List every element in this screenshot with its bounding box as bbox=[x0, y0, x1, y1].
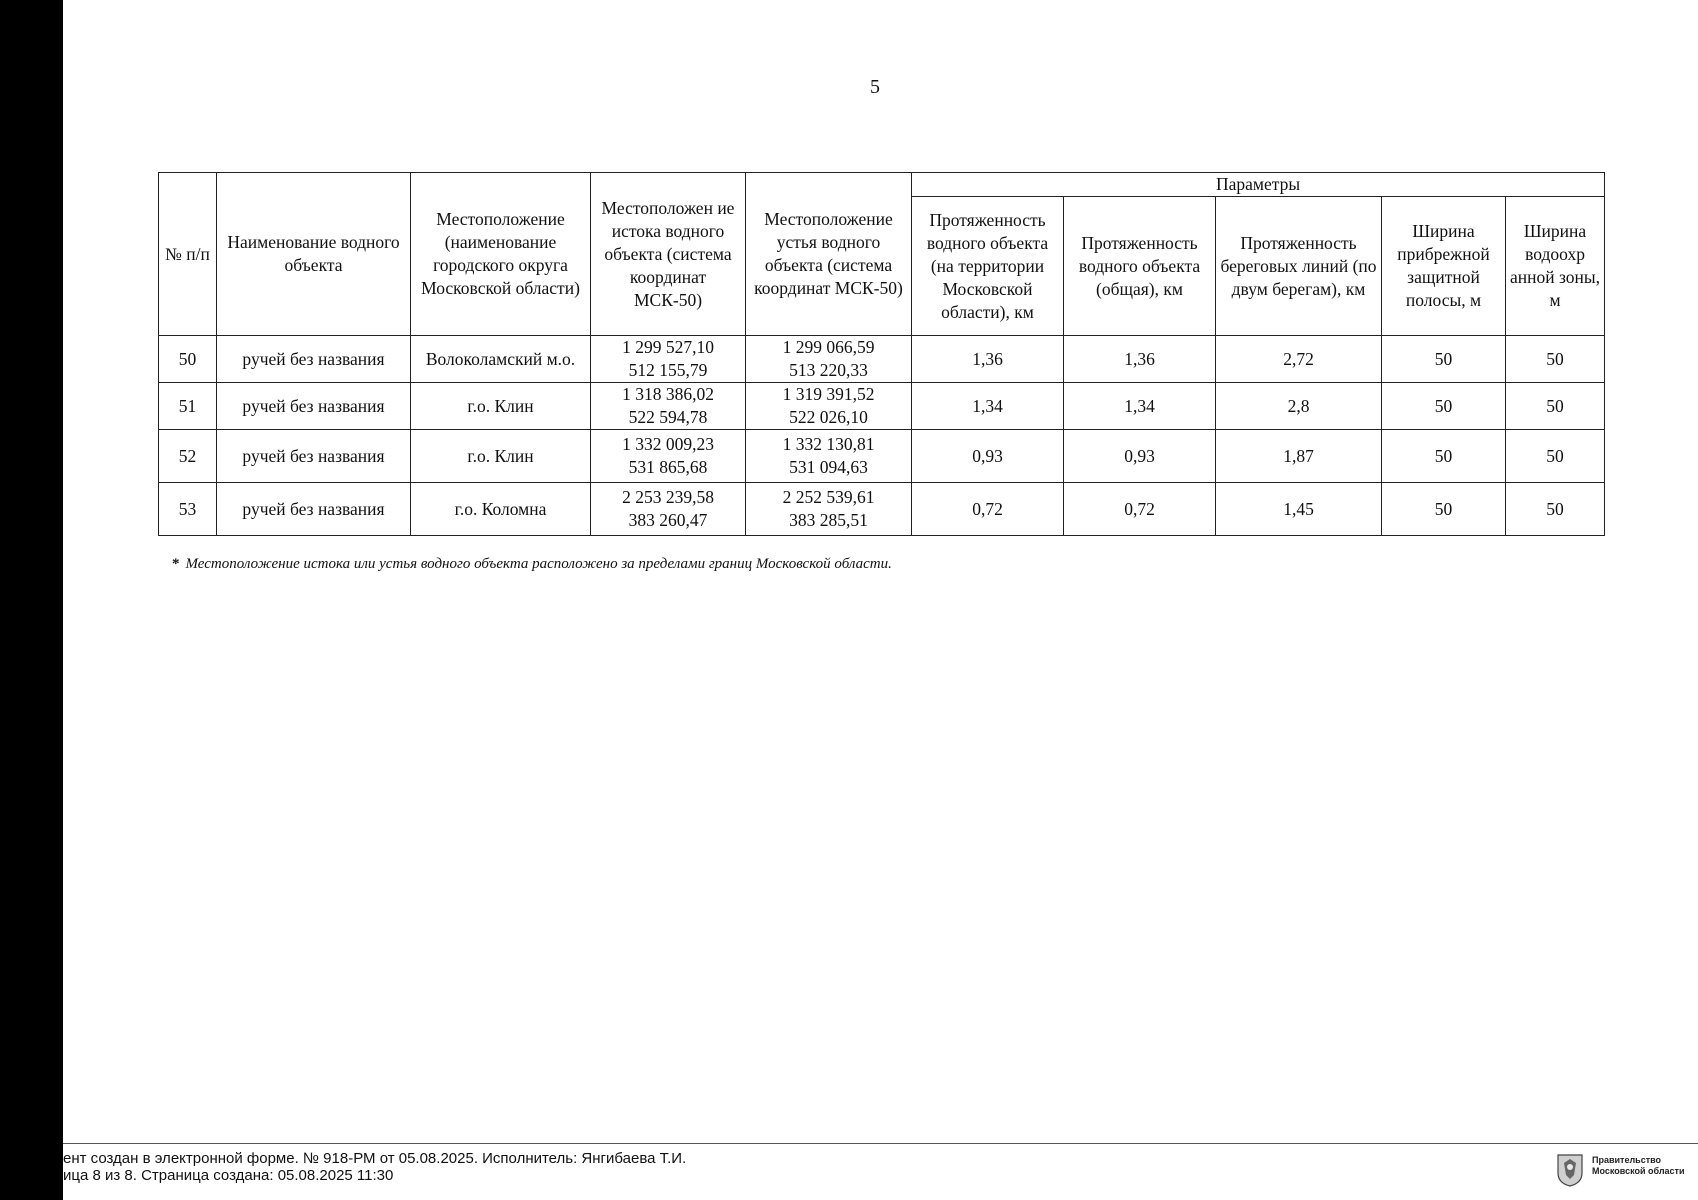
cell-location: г.о. Клин bbox=[411, 383, 591, 430]
cell-len-region: 0,72 bbox=[912, 483, 1064, 536]
cell-coastal-width: 50 bbox=[1382, 483, 1506, 536]
mouth-coord-y: 513 220,33 bbox=[789, 360, 868, 380]
header-coastal-width: Ширина прибрежной защитной полосы, м bbox=[1382, 197, 1506, 336]
cell-mouth bbox=[746, 430, 912, 483]
cell-len-banks: 1,87 bbox=[1216, 430, 1382, 483]
footer-divider bbox=[63, 1143, 1698, 1144]
cell-location: г.о. Клин bbox=[411, 430, 591, 483]
cell-name: ручей без названия bbox=[217, 483, 411, 536]
footnote bbox=[172, 556, 892, 573]
gov-org-line-2: Московской области bbox=[1592, 1166, 1685, 1176]
cell-water-zone-width: 50 bbox=[1506, 336, 1605, 383]
mouth-coord-x: 1 299 066,59 bbox=[782, 337, 875, 357]
header-mouth: Местоположение устья водного объекта (система координат МСК-50) bbox=[746, 173, 912, 336]
header-water-zone-width: Ширина водоохр анной зоны, м bbox=[1506, 197, 1605, 336]
table-row bbox=[159, 430, 1605, 483]
header-num: № п/п bbox=[159, 173, 217, 336]
header-len-region: Протяженность водного объекта (на территории Московской области), км bbox=[912, 197, 1064, 336]
source-coord-y: 383 260,47 bbox=[628, 510, 708, 530]
cell-name: ручей без названия bbox=[217, 430, 411, 483]
cell-mouth bbox=[746, 383, 912, 430]
mouth-coord-x: 1 319 391,52 bbox=[782, 384, 875, 404]
footer-line-1: ент создан в электронной форме. № 918-РМ от 05.08.2025. Исполнитель: Янгибаева Т.И. bbox=[63, 1150, 687, 1167]
source-coord-y: 531 865,68 bbox=[628, 457, 708, 477]
scan-edge-bar bbox=[0, 0, 63, 1200]
cell-location: Волоколамский м.о. bbox=[411, 336, 591, 383]
cell-len-region: 0,93 bbox=[912, 430, 1064, 483]
document-footer bbox=[63, 1150, 686, 1184]
header-params: Параметры bbox=[912, 173, 1605, 197]
cell-len-region: 1,34 bbox=[912, 383, 1064, 430]
header-source: Местоположен ие истока водного объекта (система координат МСК-50) bbox=[591, 173, 746, 336]
cell-source bbox=[591, 430, 746, 483]
mouth-coord-x: 1 332 130,81 bbox=[782, 434, 875, 454]
cell-water-zone-width: 50 bbox=[1506, 430, 1605, 483]
cell-num: 53 bbox=[159, 483, 217, 536]
cell-coastal-width: 50 bbox=[1382, 430, 1506, 483]
cell-source bbox=[591, 383, 746, 430]
cell-coastal-width: 50 bbox=[1382, 336, 1506, 383]
water-objects-table bbox=[158, 172, 1605, 536]
cell-mouth bbox=[746, 483, 912, 536]
cell-len-banks: 1,45 bbox=[1216, 483, 1382, 536]
source-coord-x: 1 299 527,10 bbox=[622, 337, 714, 357]
cell-len-region: 1,36 bbox=[912, 336, 1064, 383]
cell-coastal-width: 50 bbox=[1382, 383, 1506, 430]
cell-num: 52 bbox=[159, 430, 217, 483]
footnote-mark: * bbox=[172, 556, 180, 572]
cell-num: 51 bbox=[159, 383, 217, 430]
cell-mouth bbox=[746, 336, 912, 383]
mouth-coord-y: 531 094,63 bbox=[789, 457, 868, 477]
source-coord-y: 512 155,79 bbox=[628, 360, 708, 380]
source-coord-x: 1 318 386,02 bbox=[622, 384, 714, 404]
cell-water-zone-width: 50 bbox=[1506, 383, 1605, 430]
source-coord-y: 522 594,78 bbox=[628, 407, 708, 427]
cell-num: 50 bbox=[159, 336, 217, 383]
mouth-coord-x: 2 252 539,61 bbox=[782, 487, 875, 507]
table-row bbox=[159, 483, 1605, 536]
coat-of-arms-icon bbox=[1556, 1153, 1584, 1187]
cell-source bbox=[591, 336, 746, 383]
cell-location: г.о. Коломна bbox=[411, 483, 591, 536]
cell-source bbox=[591, 483, 746, 536]
footnote-text: Местоположение истока или устья водного объекта расположено за пределами границ Московской области. bbox=[185, 556, 892, 572]
cell-len-total: 1,34 bbox=[1064, 383, 1216, 430]
header-len-total: Протяженность водного объекта (общая), км bbox=[1064, 197, 1216, 336]
cell-name: ручей без названия bbox=[217, 383, 411, 430]
page-number: 5 bbox=[870, 76, 880, 98]
table-row bbox=[159, 383, 1605, 430]
cell-water-zone-width: 50 bbox=[1506, 483, 1605, 536]
cell-name: ручей без названия bbox=[217, 336, 411, 383]
header-name: Наименование водного объекта bbox=[217, 173, 411, 336]
gov-org-label bbox=[1592, 1155, 1685, 1177]
cell-len-total: 1,36 bbox=[1064, 336, 1216, 383]
cell-len-banks: 2,72 bbox=[1216, 336, 1382, 383]
header-location: Местоположение (наименование городского округа Московской области) bbox=[411, 173, 591, 336]
table-row bbox=[159, 336, 1605, 383]
source-coord-x: 2 253 239,58 bbox=[622, 487, 714, 507]
cell-len-total: 0,72 bbox=[1064, 483, 1216, 536]
mouth-coord-y: 522 026,10 bbox=[789, 407, 868, 427]
cell-len-banks: 2,8 bbox=[1216, 383, 1382, 430]
footer-line-2: ица 8 из 8. Страница создана: 05.08.2025 11:30 bbox=[63, 1167, 394, 1184]
mouth-coord-y: 383 285,51 bbox=[789, 510, 868, 530]
gov-org-line-1: Правительство bbox=[1592, 1155, 1662, 1165]
source-coord-x: 1 332 009,23 bbox=[622, 434, 714, 454]
header-len-banks: Протяженность береговых линий (по двум берегам), км bbox=[1216, 197, 1382, 336]
cell-len-total: 0,93 bbox=[1064, 430, 1216, 483]
